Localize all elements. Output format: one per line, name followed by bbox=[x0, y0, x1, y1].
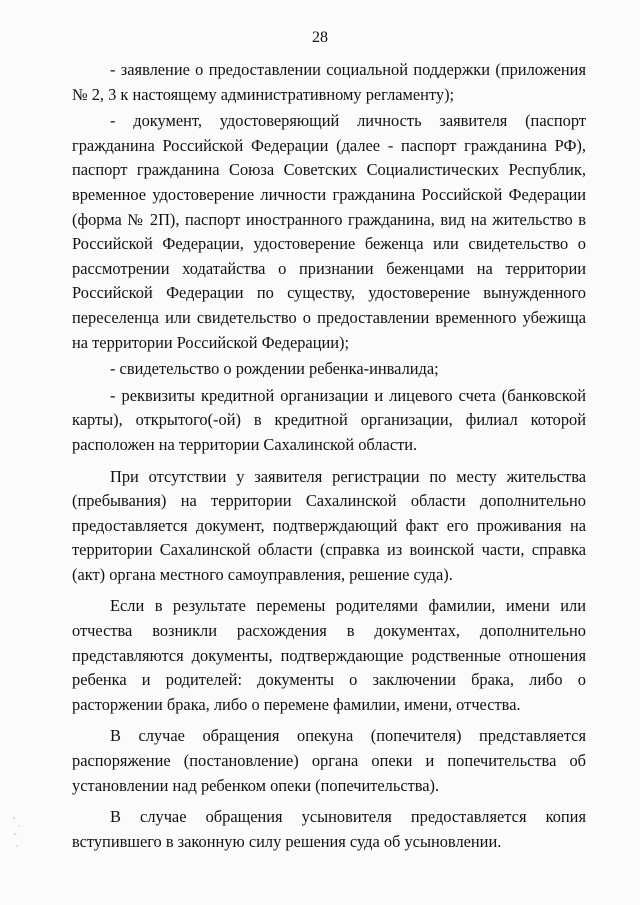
page-number: 28 bbox=[312, 29, 328, 46]
paragraph-name-change: Если в результате перемены родителями фамилии, имени или отчества возникли расхождения в документах, дополнительно представляются документы, подтверждающие родственные отношения ребенка и родителей: документы о заключении брака, либо о расторжении брака, либо о перемене фамилии, имени, отчества. bbox=[72, 596, 586, 714]
paragraph-application: - заявление о предоставлении социальной поддержки (приложения № 2, 3 к настоящему административному регламенту); bbox=[72, 60, 586, 104]
paragraph-guardian: В случае обращения опекуна (попечителя) представляется распоряжение (постановление) органа опеки и попечительства об установлении над ребенком опеки (попечительства). bbox=[72, 726, 586, 795]
document-body bbox=[72, 58, 586, 854]
paragraph-birth-certificate: - свидетельство о рождении ребенка-инвалида; bbox=[110, 359, 439, 379]
scan-noise-marks bbox=[10, 812, 50, 852]
paragraph-bank-details: - реквизиты кредитной организации и лицевого счета (банковской карты), открытого(-ой) в кредитной организации, филиал которой расположен на территории Сахалинской области. bbox=[72, 385, 586, 454]
paragraph-adoptive-parent: В случае обращения усыновителя предоставляется копия вступившего в законную силу решения суда об усыновлении. bbox=[72, 807, 586, 851]
paragraph-no-registration: При отсутствии у заявителя регистрации по месту жительства (пребывания) на территории Сахалинской области дополнительно предоставляется документ, подтверждающий факт его проживания на территории Сахалинской области (справка из воинской части, справка (акт) органа местного самоуправления, решение суда). bbox=[72, 466, 586, 584]
paragraph-identity-document: - документ, удостоверяющий личность заявителя (паспорт гражданина Российской Федерации (далее - паспорт гражданина РФ), паспорт гражданина Союза Советских Социалистических Республик, временное удостоверение личности гражданина Российской Федерации (форма № 2П), паспорт иностранного гражданина, вид на жительство в Российской Федерации, удостоверение беженца или свидетельство о рассмотрении ходатайства о признании беженцами на территории Российской Федерации по существу, удостоверение вынужденного переселенца или свидетельство о предоставлении временного убежища на территории Российской Федерации); bbox=[72, 111, 586, 352]
